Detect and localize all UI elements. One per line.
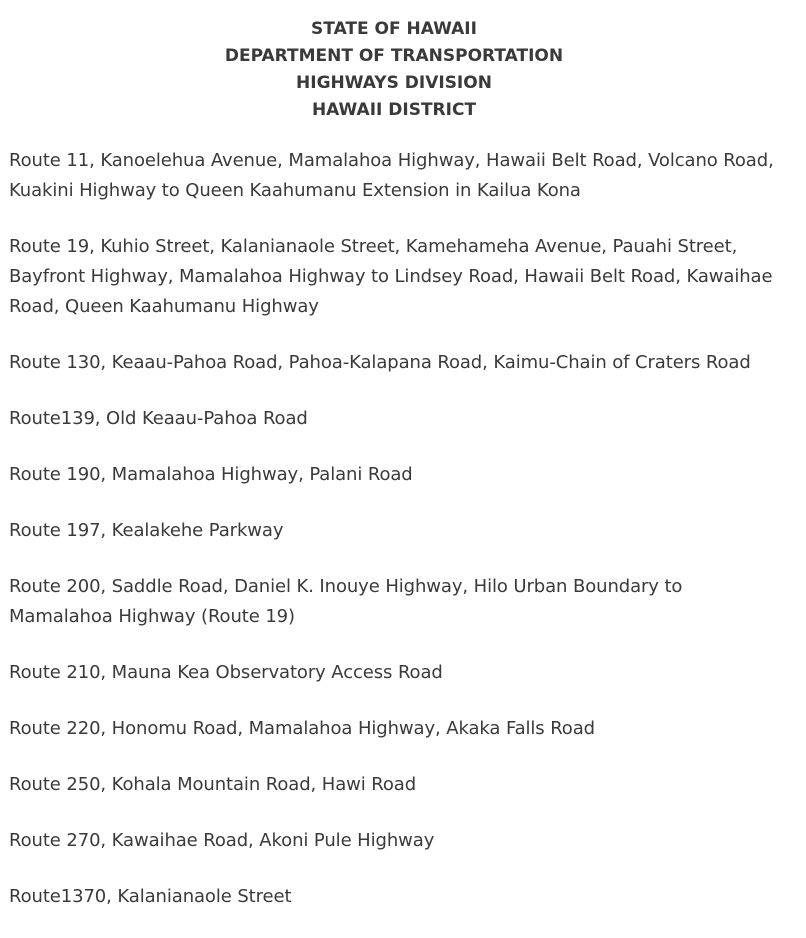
route-190: Route 190, Mamalahoa Highway, Palani Road [9,464,413,485]
header-district: HAWAII DISTRICT [311,100,477,120]
route-1370: Route1370, Kalanianaole Street [9,886,292,907]
route-210: Route 210, Mauna Kea Observatory Access Road [9,662,443,683]
header-division: HIGHWAYS DIVISION [296,73,492,93]
route-197: Route 197, Kealakehe Parkway [9,520,284,541]
header-department: DEPARTMENT OF TRANSPORTATION [224,46,564,66]
route-130: Route 130, Keaau-Pahoa Road, Pahoa-Kalapana Road, Kaimu-Chain of Craters Road [9,352,751,373]
route-200: Route 200, Saddle Road, Daniel K. Inouye Highway, Hilo Urban Boundary to Mamalahoa Highway (Route 19) [9,576,683,627]
document-header [0,16,788,124]
route-19: Route 19, Kuhio Street, Kalanianaole Street, Kamehameha Avenue, Pauahi Street, Bayfront Highway, Mamalahoa Highway to Lindsey Road, Hawaii Belt Road, Kawaihae Road, Queen Kaahumanu Highway [9,236,773,317]
route-250: Route 250, Kohala Mountain Road, Hawi Road [9,774,417,795]
route-220: Route 220, Honomu Road, Mamalahoa Highway, Akaka Falls Road [9,718,595,739]
header-state: STATE OF HAWAII [311,19,477,39]
route-270: Route 270, Kawaihae Road, Akoni Pule Highway [9,830,435,851]
route-139: Route139, Old Keaau-Pahoa Road [9,408,308,429]
route-list [9,146,789,938]
route-11: Route 11, Kanoelehua Avenue, Mamalahoa Highway, Hawaii Belt Road, Volcano Road, Kuakini Highway to Queen Kaahumanu Extension in Kailua Kona [9,150,774,201]
